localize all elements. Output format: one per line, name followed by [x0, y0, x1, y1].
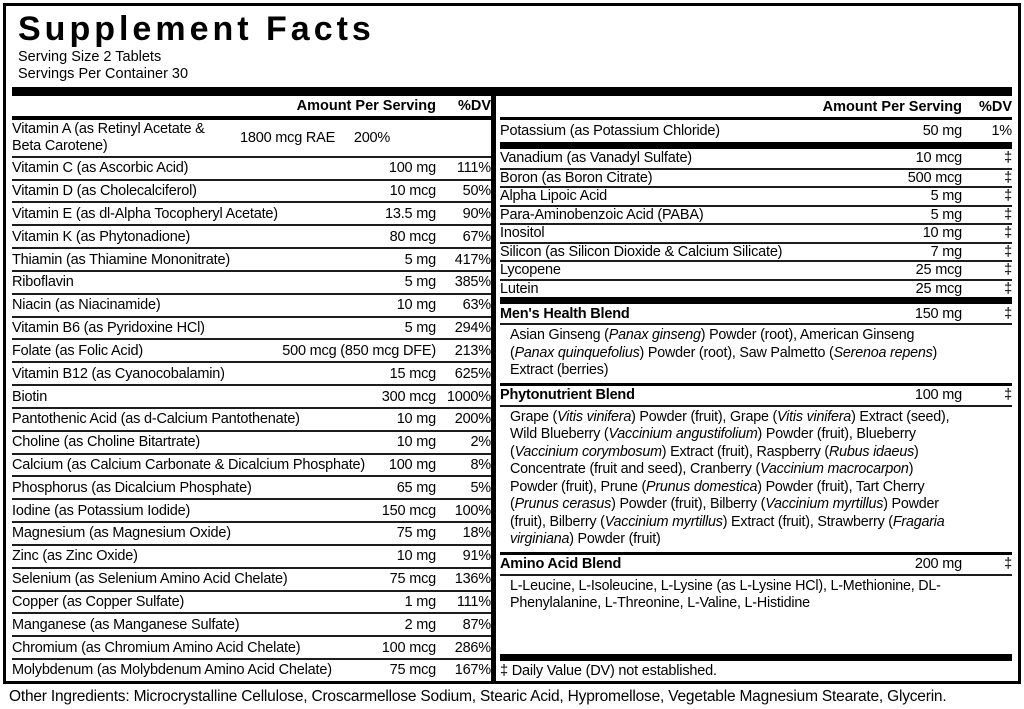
nutrient-row: [12, 407, 491, 430]
nutrient-row: [12, 179, 491, 202]
nutrient-row: [12, 498, 491, 521]
nutrient-dv: 1%: [991, 123, 1012, 139]
nutrient-name: Manganese (as Manganese Sulfate): [12, 616, 240, 633]
nutrient-row: [12, 224, 491, 247]
nutrient-name: Copper (as Copper Sulfate): [12, 593, 185, 610]
percent-dv-header: %DV: [457, 98, 491, 114]
left-nutrient-rows: [12, 120, 491, 681]
nutrient-dv: ‡: [1004, 169, 1012, 186]
nutrient-amount: 500 mcg: [907, 169, 962, 186]
supplement-facts-panel: [3, 3, 1021, 684]
nutrient-row: [500, 260, 1012, 279]
nutrient-row: [12, 430, 491, 453]
blend-name: Amino Acid Blend: [500, 556, 622, 572]
nutrient-name: Vitamin D (as Cholecalciferol): [12, 183, 197, 200]
nutrient-name: Para-Aminobenzoic Acid (PABA): [500, 206, 704, 223]
nutrient-name: Lycopene: [500, 262, 561, 279]
nutrient-row: [12, 338, 491, 361]
nutrient-row: [500, 120, 1012, 142]
nutrient-row: [500, 168, 1012, 187]
percent-dv-header: %DV: [978, 98, 1012, 115]
blend-row: [500, 555, 1012, 576]
servings-per-container: Servings Per Container 30: [18, 66, 189, 82]
nutrient-dv: 8%: [470, 457, 491, 473]
nutrient-amount: 10 mg: [396, 548, 436, 565]
nutrient-amount: 50 mg: [922, 123, 962, 139]
nutrient-row: [12, 453, 491, 476]
nutrient-amount: 100 mg: [388, 457, 436, 473]
nutrient-row: [12, 567, 491, 590]
nutrient-dv: ‡: [1004, 206, 1012, 223]
blend-ingredients: Asian Ginseng (Panax ginseng) Powder (root), American Ginseng (Panax quinquefolius) Powder (root), Saw Palmetto (Serenoa repens) Extract (berries): [510, 327, 938, 378]
nutrient-row: [12, 247, 491, 270]
nutrient-row: [12, 635, 491, 658]
nutrient-amount: 5 mg: [404, 274, 436, 291]
amount-per-serving-header: Amount Per Serving: [822, 98, 962, 115]
blend-amount: 150 mg: [914, 305, 962, 322]
blend-dv: ‡: [1004, 387, 1012, 403]
nutrient-name: Boron (as Boron Citrate): [500, 169, 653, 186]
left-column: [12, 96, 491, 681]
nutrient-amount: 75 mcg: [389, 662, 436, 679]
nutrient-amount: 300 mcg: [381, 388, 436, 405]
nutrient-dv: 111%: [456, 160, 491, 177]
nutrient-name: Potassium (as Potassium Chloride): [500, 123, 720, 139]
nutrient-dv: 63%: [462, 297, 491, 314]
nutrient-name: Phosphorus (as Dicalcium Phosphate): [12, 479, 252, 496]
blend-dv: ‡: [1004, 305, 1012, 322]
blend-name: Phytonutrient Blend: [500, 387, 635, 403]
nutrient-dv: ‡: [1004, 150, 1012, 167]
nutrient-group: [500, 149, 1012, 297]
nutrient-amount: 10 mg: [396, 434, 436, 451]
nutrient-name: Biotin: [12, 388, 48, 405]
section-divider-bar: [500, 297, 1012, 304]
nutrient-name: Calcium (as Calcium Carbonate & Dicalcium Phosphate): [12, 457, 366, 473]
nutrient-dv: 625%: [454, 365, 491, 382]
nutrient-row: [500, 186, 1012, 205]
nutrient-amount: 5 mg: [404, 251, 436, 268]
nutrient-row: [12, 521, 491, 544]
nutrient-row: [12, 120, 491, 156]
nutrient-dv: 286%: [454, 639, 491, 656]
dv-footnote: ‡ Daily Value (DV) not established.: [500, 663, 717, 679]
blend-amount: 100 mg: [914, 387, 962, 403]
nutrient-amount: 150 mcg: [381, 502, 436, 519]
nutrient-row: [12, 612, 491, 635]
nutrient-amount: 5 mg: [930, 206, 962, 223]
nutrient-dv: 5%: [470, 479, 491, 496]
nutrient-row: [500, 242, 1012, 261]
blend-ingredients: Grape (Vitis vinifera) Powder (fruit), Grape (Vitis vinifera) Extract (seed), Wild Blueberry (Vaccinium angustifolium) Powder (fruit), Blueberry (Vaccinium corymbosum) Extract (fruit), Raspberry (Rubus idaeus) Concentrate (fruit and seed), Cranberry (Vaccinium macrocarpon) Powder (fruit), Prune (Prunus domestica) Powder (fruit), Tart Cherry (Prunus cerasus) Powder (fruit), Bilberry (Vaccinium myrtillus) Powder (fruit), Bilberry (Vaccinium myrtillus) Extract (fruit), Strawberry (Fragaria virginiana) Powder (fruit): [510, 408, 950, 547]
right-column: [496, 96, 1012, 681]
blend-amount: 200 mg: [914, 556, 962, 572]
panel-title: Supplement Facts: [18, 10, 375, 48]
nutrient-dv: ‡: [1004, 243, 1012, 260]
nutrient-name: Pantothenic Acid (as d-Calcium Pantothenate): [12, 411, 300, 428]
nutrient-dv: ‡: [1004, 188, 1012, 205]
nutrient-dv: 91%: [462, 548, 491, 565]
nutrient-name: Iodine (as Potassium Iodide): [12, 502, 191, 519]
nutrient-dv: ‡: [1004, 280, 1012, 297]
nutrient-amount: 7 mg: [930, 243, 962, 260]
nutrient-name: Lutein: [500, 280, 539, 297]
nutrient-amount: 10 mcg: [389, 183, 436, 200]
nutrient-row: [12, 475, 491, 498]
nutrient-dv: 87%: [462, 616, 491, 633]
nutrient-name: Vitamin B12 (as Cyanocobalamin): [12, 365, 225, 382]
nutrient-amount: 80 mcg: [389, 228, 436, 245]
nutrient-dv: 1000%: [446, 388, 491, 405]
nutrient-name: Selenium (as Selenium Amino Acid Chelate): [12, 571, 288, 588]
right-column-header: [500, 96, 1012, 120]
section-divider-bar: [500, 142, 1012, 149]
nutrient-dv: 18%: [462, 525, 491, 542]
nutrient-dv: 167%: [454, 662, 491, 679]
nutrient-amount: 100 mcg: [381, 639, 436, 656]
nutrient-dv: 111%: [456, 593, 491, 610]
nutrient-dv: 294%: [454, 320, 491, 337]
nutrient-group: [500, 120, 1012, 142]
blend-ingredients: L-Leucine, L-Isoleucine, L-Lysine (as L-Lysine HCl), L-Methionine, DL-Phenylalanine, L-Threonine, L-Valine, L-Histidine: [510, 577, 941, 611]
nutrient-row: [500, 205, 1012, 224]
nutrient-name: Inositol: [500, 225, 545, 242]
nutrient-amount: 13.5 mg: [385, 205, 436, 222]
nutrient-name: Vitamin B6 (as Pyridoxine HCl): [12, 320, 205, 337]
nutrient-amount: 10 mg: [396, 297, 436, 314]
nutrient-name: Magnesium (as Magnesium Oxide): [12, 525, 231, 542]
nutrient-amount: 25 mcg: [915, 262, 962, 279]
nutrient-amount: 1800 mcg RAE: [240, 129, 336, 146]
header-divider-bar: [12, 87, 1012, 96]
nutrient-name: Vanadium (as Vanadyl Sulfate): [500, 150, 692, 167]
nutrient-amount: 5 mg: [404, 320, 436, 337]
nutrient-dv: 67%: [462, 228, 491, 245]
nutrient-row: [12, 201, 491, 224]
nutrient-name: Silicon (as Silicon Dioxide & Calcium Silicate): [500, 243, 783, 260]
nutrient-dv: 50%: [462, 183, 491, 200]
nutrient-dv: ‡: [1004, 262, 1012, 279]
nutrient-row: [500, 223, 1012, 242]
nutrient-name: Molybdenum (as Molybdenum Amino Acid Chelate): [12, 662, 332, 679]
nutrient-name: Thiamin (as Thiamine Mononitrate): [12, 251, 230, 268]
left-column-header: [12, 96, 491, 120]
blend-section: [500, 304, 1012, 383]
nutrient-amount: 10 mcg: [915, 150, 962, 167]
nutrient-row: [12, 658, 491, 681]
nutrient-row: [12, 361, 491, 384]
nutrient-amount: 500 mcg (850 mcg DFE): [282, 342, 436, 359]
panel-header: [12, 6, 1012, 83]
other-ingredients: Other Ingredients: Microcrystalline Cellulose, Croscarmellose Sodium, Stearic Acid, Hypromellose, Vegetable Magnesium Stearate, Glycerin.: [9, 688, 947, 705]
nutrient-amount: 100 mg: [388, 160, 436, 177]
nutrient-dv: 136%: [454, 571, 491, 588]
blend-dv: ‡: [1004, 556, 1012, 572]
nutrient-row: [500, 149, 1012, 168]
nutrient-dv: 385%: [454, 274, 491, 291]
nutrient-amount: 1 mg: [404, 593, 436, 610]
nutrient-row: [12, 293, 491, 316]
blend-name: Men's Health Blend: [500, 305, 630, 322]
nutrient-dv: 417%: [454, 251, 491, 268]
nutrient-amount: 5 mg: [930, 188, 962, 205]
nutrient-amount: 10 mg: [396, 411, 436, 428]
columns: [12, 96, 1012, 681]
nutrient-row: [12, 384, 491, 407]
nutrient-dv: ‡: [1004, 225, 1012, 242]
nutrient-row: [12, 270, 491, 293]
nutrient-name: Alpha Lipoic Acid: [500, 188, 608, 205]
nutrient-name: Chromium (as Chromium Amino Acid Chelate): [12, 639, 301, 656]
nutrient-name: Vitamin A (as Retinyl Acetate & Beta Carotene): [12, 120, 205, 154]
nutrient-row: [500, 279, 1012, 298]
blend-section: [500, 552, 1012, 616]
nutrient-row: [12, 544, 491, 567]
nutrient-dv: 213%: [454, 342, 491, 359]
nutrient-name: Zinc (as Zinc Oxide): [12, 548, 138, 565]
nutrient-dv: 2%: [470, 434, 491, 451]
nutrient-dv: 100%: [454, 502, 491, 519]
nutrient-amount: 65 mg: [396, 479, 436, 496]
section-divider-bar: [500, 654, 1012, 661]
nutrient-name: Folate (as Folic Acid): [12, 342, 143, 359]
nutrient-amount: 15 mcg: [389, 365, 436, 382]
nutrient-row: [12, 156, 491, 179]
blend-row: [500, 304, 1012, 325]
nutrient-name: Niacin (as Niacinamide): [12, 297, 161, 314]
nutrient-dv: 200%: [454, 411, 491, 428]
nutrient-row: [12, 590, 491, 613]
nutrient-amount: 2 mg: [404, 616, 436, 633]
nutrient-name: Vitamin K (as Phytonadione): [12, 228, 191, 245]
nutrient-name: Riboflavin: [12, 274, 74, 291]
serving-size: Serving Size 2 Tablets: [18, 49, 162, 65]
amount-per-serving-header: Amount Per Serving: [296, 98, 436, 114]
nutrient-name: Vitamin E (as dl-Alpha Tocopheryl Acetate): [12, 205, 278, 222]
nutrient-dv: 200%: [353, 129, 391, 146]
nutrient-name: Choline (as Choline Bitartrate): [12, 434, 201, 451]
nutrient-name: Vitamin C (as Ascorbic Acid): [12, 160, 189, 177]
right-nutrient-sections: [500, 120, 1012, 681]
nutrient-dv: 90%: [462, 205, 491, 222]
nutrient-row: [12, 316, 491, 339]
nutrient-amount: 75 mg: [396, 525, 436, 542]
nutrient-amount: 25 mcg: [915, 280, 962, 297]
blend-section: [500, 383, 1012, 552]
nutrient-amount: 10 mg: [922, 225, 962, 242]
blend-row: [500, 386, 1012, 407]
nutrient-amount: 75 mcg: [389, 571, 436, 588]
footnote-section: [500, 654, 1012, 681]
